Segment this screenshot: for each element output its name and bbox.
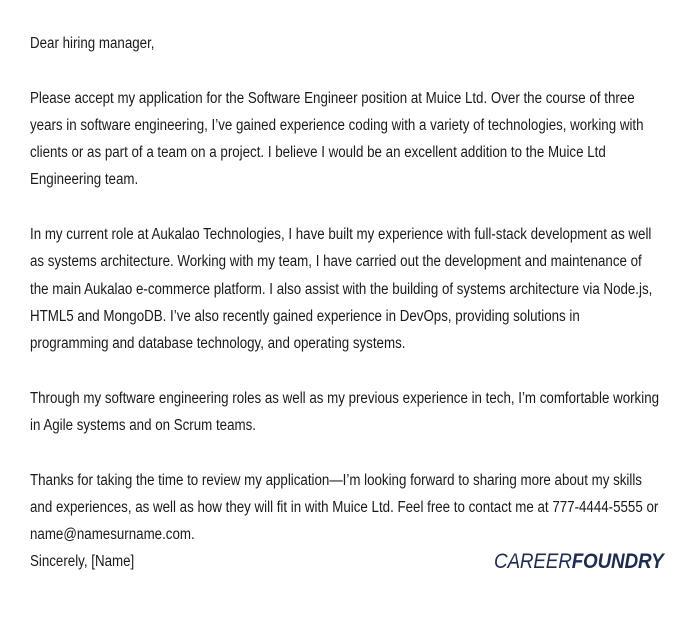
logo-text-career: CAREER: [494, 550, 572, 573]
logo-text-foundry: FOUNDRY: [571, 550, 664, 573]
paragraph-experience: In my current role at Aukalao Technologies, I have built my experience with full-stack development as well as systems architecture. Working with my team, I have carried out the development and maintenance of the main Aukalao e-commerce platform. I also assist with the building of systems architecture via Node.js, HTML5 and MongoDB. I’ve also recently gained experience in DevOps, providing solutions in programming and database technology, and operating systems.: [30, 226, 653, 353]
greeting: Dear hiring manager,: [30, 35, 155, 52]
paragraph-intro: Please accept my application for the Software Engineer position at Muice Ltd. Over the course of three years in software engineering, I’ve gained experience coding with a variety of technologies, working with clients or as part of a team on a project. I believe I would be an excellent addition to the Muice Ltd Engineering team.: [30, 89, 644, 189]
paragraph-closing: Thanks for taking the time to review my application—I’m looking forward to sharing more about my skills and experiences, as well as how they will fit in with Muice Ltd. Feel free to contact me at 777-4444-5555 or name@namesurname.com.: [30, 471, 659, 544]
signoff: Sincerely, [Name]: [30, 553, 135, 570]
careerfoundry-logo: [494, 550, 664, 574]
paragraph-agile: Through my software engineering roles as well as my previous experience in tech, I’m comfortable working in Agile systems and on Scrum teams.: [30, 389, 660, 435]
cover-letter-body: [30, 30, 660, 576]
